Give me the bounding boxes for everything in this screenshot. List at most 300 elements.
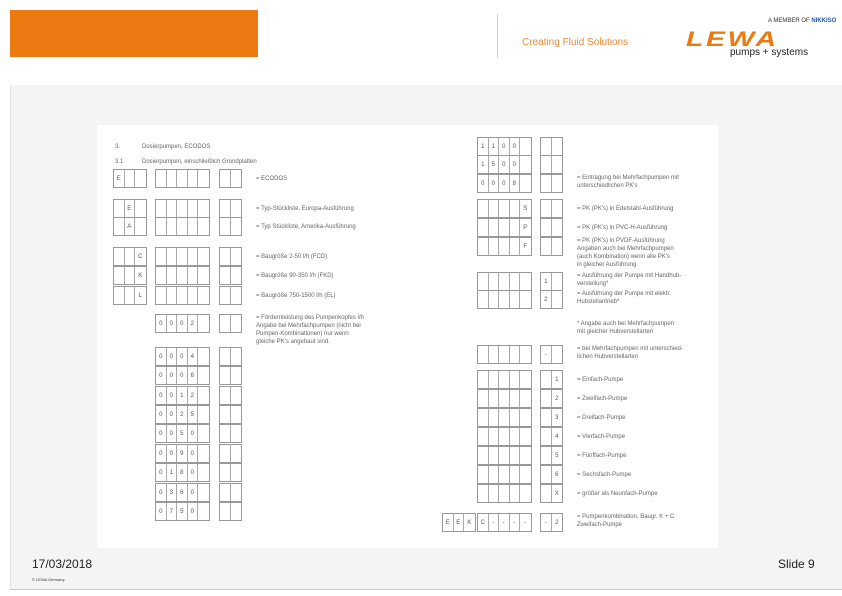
code-cell: 0 xyxy=(478,175,489,192)
code-description: * Angabe auch bei Mehrfachpumpen mit gleicher Hubverstellarten xyxy=(577,321,675,335)
code-cell: 4 xyxy=(555,433,559,440)
code-cell xyxy=(520,390,531,407)
code-cell xyxy=(231,367,242,384)
code-box-group xyxy=(540,370,563,389)
code-box-group xyxy=(155,266,210,285)
code-cell xyxy=(510,219,521,236)
code-cell xyxy=(478,291,489,308)
code-cell xyxy=(198,248,209,265)
code-cell xyxy=(499,371,510,388)
code-cell xyxy=(114,218,125,235)
code-cell xyxy=(231,200,242,217)
code-cell xyxy=(177,287,188,304)
code-box-group xyxy=(477,218,532,237)
code-cell: 5 xyxy=(489,156,500,173)
code-cell xyxy=(198,503,209,520)
code-cell: 0 xyxy=(156,406,167,423)
code-cell xyxy=(167,287,178,304)
code-cell xyxy=(135,218,146,235)
code-cell xyxy=(552,138,563,155)
code-cell: 1 xyxy=(489,138,500,155)
code-box-group xyxy=(219,502,242,521)
code-box-group xyxy=(155,247,210,266)
code-cell xyxy=(167,200,178,217)
code-box-group xyxy=(540,174,563,193)
code-cell: 8 xyxy=(510,175,521,192)
code-description: = Eintragung bei Mehrfachpumpen mit unterschiedlichen PK's xyxy=(577,175,679,189)
code-cell xyxy=(188,200,199,217)
code-cell: E xyxy=(114,170,125,187)
code-box-group xyxy=(540,199,563,218)
code-cell xyxy=(156,200,167,217)
code-cell: 9 xyxy=(177,445,188,462)
code-cell xyxy=(489,200,500,217)
subsection-title: Dosierpumpen, einschließlich Grundplatten xyxy=(142,159,257,165)
code-cell xyxy=(552,273,563,290)
code-cell xyxy=(489,466,500,483)
code-box-group xyxy=(219,247,242,266)
code-cell: K xyxy=(467,519,472,526)
code-cell xyxy=(231,425,242,442)
code-box-group xyxy=(477,427,532,446)
code-cell xyxy=(177,218,188,235)
code-cell xyxy=(478,409,489,426)
code-cell xyxy=(135,200,146,217)
code-cell xyxy=(478,390,489,407)
code-cell: 0 xyxy=(156,348,167,365)
code-cell: - xyxy=(524,519,527,526)
code-description: = Typ-Stückliste, Europa-Ausführung xyxy=(256,206,354,212)
member-label: A MEMBER OF xyxy=(768,18,810,24)
code-cell: 0 xyxy=(510,138,521,155)
code-cell xyxy=(499,390,510,407)
code-cell xyxy=(499,273,510,290)
code-cell xyxy=(198,200,209,217)
code-cell xyxy=(499,238,510,255)
code-cell xyxy=(220,218,231,235)
code-cell xyxy=(198,387,209,404)
code-box-group xyxy=(219,424,242,443)
code-box-group xyxy=(540,137,563,156)
code-cell xyxy=(125,170,136,187)
code-cell xyxy=(499,428,510,445)
code-cell xyxy=(177,267,188,284)
code-cell xyxy=(541,175,552,192)
code-cell xyxy=(520,485,531,502)
code-cell xyxy=(520,273,531,290)
code-cell xyxy=(489,409,500,426)
code-cell: 3 xyxy=(167,484,178,501)
code-cell xyxy=(231,406,242,423)
code-box-group xyxy=(155,463,210,482)
code-cell: E xyxy=(125,200,136,217)
code-description: = PK (PK's) in PVDF-Ausführung Angaben auch bei Mehrfachpumpen (auch Kombination) wenn alle PK's in gleicher Ausführung xyxy=(577,238,674,268)
code-box-group xyxy=(540,427,563,446)
code-box-group xyxy=(155,405,210,424)
code-cell xyxy=(188,267,199,284)
code-cell: 0 xyxy=(499,175,510,192)
code-description: = Fördernleistung des Pumpenkopfes l/h Angabe bei Mehrfachpumpen (nicht bei Pumpen-Kombinationen) nur wenn gleiche PK's angebaut sind. xyxy=(256,315,364,345)
code-cell xyxy=(114,248,125,265)
code-cell xyxy=(552,291,563,308)
code-cell: 0 xyxy=(167,387,178,404)
code-cell: 2 xyxy=(541,291,552,308)
code-description: = Vierfach-Pumpe xyxy=(577,434,626,440)
code-box-group xyxy=(477,345,532,364)
code-box-group xyxy=(540,446,563,465)
code-box-group xyxy=(442,513,476,532)
code-box-group xyxy=(155,386,210,405)
code-cell xyxy=(220,464,231,481)
code-cell xyxy=(552,200,563,217)
code-cell: 2 xyxy=(188,315,199,332)
code-description: = Baugröße 750-1500 l/h (EL) xyxy=(256,293,336,299)
code-cell xyxy=(167,267,178,284)
code-cell xyxy=(478,200,489,217)
code-cell xyxy=(188,287,199,304)
code-box-group xyxy=(477,174,532,193)
code-cell xyxy=(489,346,500,363)
code-box-group xyxy=(477,408,532,427)
code-box-group xyxy=(477,290,532,309)
code-cell xyxy=(489,219,500,236)
orange-banner xyxy=(10,10,258,57)
code-cell xyxy=(510,390,521,407)
code-cell: 1 xyxy=(541,273,552,290)
subsection-number: 3.1 xyxy=(115,159,124,165)
code-cell xyxy=(478,219,489,236)
code-cell xyxy=(478,238,489,255)
code-cell xyxy=(510,200,521,217)
code-cell xyxy=(520,428,531,445)
code-box-group xyxy=(219,199,242,218)
code-cell xyxy=(499,200,510,217)
code-cell xyxy=(188,218,199,235)
code-cell xyxy=(198,267,209,284)
code-cell xyxy=(220,445,231,462)
code-cell xyxy=(231,267,242,284)
code-cell xyxy=(125,267,136,284)
code-cell: A xyxy=(125,218,136,235)
code-cell xyxy=(220,267,231,284)
code-cell xyxy=(520,371,531,388)
code-description: = Typ Stückliste, Amerika-Ausführung xyxy=(256,224,356,230)
code-cell: 6 xyxy=(177,484,188,501)
code-box-group xyxy=(155,217,210,236)
code-cell xyxy=(198,348,209,365)
code-cell: - xyxy=(489,514,500,531)
code-cell xyxy=(114,200,125,217)
code-cell xyxy=(478,428,489,445)
code-cell xyxy=(220,425,231,442)
code-cell: 5 xyxy=(177,503,188,520)
code-cell xyxy=(198,218,209,235)
code-cell: 0 xyxy=(156,445,167,462)
code-cell xyxy=(541,156,552,173)
code-cell xyxy=(541,219,552,236)
code-box-group xyxy=(113,286,147,305)
code-box-group xyxy=(155,347,210,366)
code-cell: 0 xyxy=(499,138,510,155)
code-cell: 0 xyxy=(489,175,500,192)
code-cell xyxy=(478,485,489,502)
code-cell xyxy=(510,238,521,255)
code-cell xyxy=(231,484,242,501)
header-divider xyxy=(497,14,498,58)
section-title: Dosierpumpen, ECODOS xyxy=(142,144,211,150)
code-box-group xyxy=(477,137,532,156)
code-box-group xyxy=(219,463,242,482)
code-cell: 0 xyxy=(510,156,521,173)
code-cell: C xyxy=(138,253,143,260)
code-cell xyxy=(177,170,188,187)
code-description: = Ausführung der Pumpe mit Handhub- verstellung* xyxy=(577,273,682,287)
code-cell xyxy=(198,367,209,384)
code-cell: 0 xyxy=(167,348,178,365)
code-cell: - xyxy=(510,514,521,531)
code-box-group xyxy=(113,247,147,266)
code-cell xyxy=(499,291,510,308)
scanned-document xyxy=(97,125,718,548)
code-cell: 0 xyxy=(499,156,510,173)
code-cell xyxy=(478,371,489,388)
code-box-group xyxy=(477,465,532,484)
code-cell xyxy=(510,291,521,308)
code-cell xyxy=(489,371,500,388)
code-cell xyxy=(520,466,531,483)
code-cell xyxy=(167,248,178,265)
code-box-group xyxy=(540,155,563,174)
code-cell xyxy=(220,367,231,384)
code-cell xyxy=(499,219,510,236)
code-cell xyxy=(188,248,199,265)
code-box-group xyxy=(155,314,210,333)
code-cell xyxy=(552,175,563,192)
code-cell xyxy=(156,170,167,187)
code-cell xyxy=(541,200,552,217)
code-cell xyxy=(541,138,552,155)
code-box-group xyxy=(219,266,242,285)
code-cell xyxy=(220,484,231,501)
code-cell: 0 xyxy=(156,503,167,520)
code-description: = Einfach-Pumpe xyxy=(577,377,624,383)
code-description: = Ausführung der Pumpe mit elektr. Hubstellantrieb* xyxy=(577,291,671,305)
code-cell xyxy=(220,170,231,187)
code-cell xyxy=(510,428,521,445)
code-cell: E xyxy=(454,514,465,531)
code-description: = ECODOS xyxy=(256,176,288,182)
code-cell xyxy=(541,390,552,407)
code-cell xyxy=(520,447,531,464)
code-cell xyxy=(499,447,510,464)
code-cell xyxy=(231,387,242,404)
code-box-group xyxy=(219,347,242,366)
code-cell xyxy=(198,425,209,442)
code-box-group xyxy=(540,272,563,291)
code-cell: 0 xyxy=(167,315,178,332)
code-cell xyxy=(552,156,563,173)
code-cell: S xyxy=(523,205,528,212)
member-of xyxy=(768,18,836,24)
code-cell xyxy=(198,445,209,462)
code-cell xyxy=(156,287,167,304)
code-cell: 1 xyxy=(167,464,178,481)
code-box-group xyxy=(113,169,147,188)
code-cell xyxy=(231,315,242,332)
code-cell xyxy=(167,218,178,235)
code-box-group xyxy=(155,199,210,218)
code-box-group xyxy=(477,155,532,174)
tagline: Creating Fluid Solutions xyxy=(522,37,629,48)
code-box-group xyxy=(477,272,532,291)
code-cell: 1 xyxy=(478,156,489,173)
code-cell xyxy=(552,238,563,255)
code-cell: 0 xyxy=(188,425,199,442)
code-cell: 0 xyxy=(188,503,199,520)
code-cell: L xyxy=(138,292,142,299)
code-cell xyxy=(167,170,178,187)
code-box-group xyxy=(219,366,242,385)
code-box-group xyxy=(155,502,210,521)
code-cell: 0 xyxy=(177,348,188,365)
code-cell xyxy=(489,390,500,407)
code-cell: E xyxy=(443,514,454,531)
code-cell xyxy=(520,291,531,308)
code-cell xyxy=(114,287,125,304)
code-box-group xyxy=(155,169,210,188)
code-cell xyxy=(220,248,231,265)
code-description: = Zweifach-Pumpe xyxy=(577,396,628,402)
code-cell: 2 xyxy=(555,395,559,402)
code-cell: 1 xyxy=(555,376,559,383)
code-cell: 0 xyxy=(156,315,167,332)
code-description: = Pumpenkombination, Baugr. K + C Zweifach-Pumpe xyxy=(577,514,675,528)
code-box-group xyxy=(477,389,532,408)
code-cell xyxy=(520,409,531,426)
code-cell xyxy=(552,219,563,236)
code-cell xyxy=(198,484,209,501)
lewa-logo: LEWA xyxy=(686,28,779,51)
code-description: = PK (PK's) in Edelstahl-Ausführung xyxy=(577,206,674,212)
code-cell xyxy=(541,428,552,445)
code-cell: 6 xyxy=(188,367,199,384)
code-cell xyxy=(478,273,489,290)
code-box-group xyxy=(477,513,532,532)
code-cell xyxy=(510,273,521,290)
code-cell: 0 xyxy=(167,445,178,462)
code-box-group xyxy=(219,217,242,236)
code-description: = größer als Neunfach-Pumpe xyxy=(577,491,658,497)
code-cell xyxy=(478,466,489,483)
code-cell: 8 xyxy=(177,464,188,481)
code-cell xyxy=(231,445,242,462)
code-cell xyxy=(220,200,231,217)
code-cell: 4 xyxy=(188,348,199,365)
code-box-group xyxy=(155,424,210,443)
code-cell: 0 xyxy=(156,464,167,481)
code-box-group xyxy=(540,290,563,309)
code-cell xyxy=(156,248,167,265)
code-cell: 3 xyxy=(555,414,559,421)
code-box-group xyxy=(477,484,532,503)
code-box-group xyxy=(540,389,563,408)
code-box-group xyxy=(540,465,563,484)
code-cell: 0 xyxy=(156,387,167,404)
code-cell xyxy=(541,447,552,464)
code-box-group xyxy=(477,446,532,465)
code-box-group xyxy=(540,218,563,237)
code-cell xyxy=(520,138,531,155)
code-cell: 0 xyxy=(188,464,199,481)
code-cell xyxy=(510,485,521,502)
code-cell xyxy=(510,409,521,426)
section-number: 3. xyxy=(115,144,121,150)
code-cell: 0 xyxy=(167,425,178,442)
code-box-group xyxy=(155,483,210,502)
code-cell xyxy=(198,406,209,423)
code-cell xyxy=(125,248,136,265)
code-box-group xyxy=(113,266,147,285)
code-cell: K xyxy=(138,272,143,279)
code-description: = Dreifach-Pumpe xyxy=(577,415,626,421)
code-cell xyxy=(478,346,489,363)
code-cell xyxy=(198,464,209,481)
code-box-group xyxy=(477,199,532,218)
code-cell xyxy=(177,200,188,217)
member-brand: NIKKISO xyxy=(811,18,837,24)
code-cell: 0 xyxy=(177,315,188,332)
code-cell xyxy=(220,348,231,365)
code-cell xyxy=(499,409,510,426)
code-cell: - xyxy=(541,346,552,363)
code-cell: 2 xyxy=(188,387,199,404)
code-cell xyxy=(489,428,500,445)
code-box-group xyxy=(540,237,563,256)
code-cell xyxy=(125,287,136,304)
code-cell xyxy=(489,485,500,502)
code-cell xyxy=(478,447,489,464)
code-cell: 1 xyxy=(177,387,188,404)
footer-date: 17/03/2018 xyxy=(32,557,93,571)
code-description: = bei Mehrfachpumpen mit unterschied- lichen Hubverstellarten xyxy=(577,346,683,360)
code-box-group xyxy=(540,408,563,427)
code-box-group xyxy=(219,286,242,305)
code-cell xyxy=(489,291,500,308)
code-box-group xyxy=(155,286,210,305)
code-cell xyxy=(231,287,242,304)
code-cell xyxy=(541,466,552,483)
code-cell xyxy=(510,466,521,483)
code-cell xyxy=(220,406,231,423)
code-description: = Baugröße 90-350 l/h (FKD) xyxy=(256,273,334,279)
footer-copyright: © LEWA Germany xyxy=(32,577,65,582)
code-cell xyxy=(114,267,125,284)
code-cell: - xyxy=(541,514,552,531)
slide-number: Slide 9 xyxy=(778,557,815,571)
code-cell: 7 xyxy=(167,503,178,520)
code-cell xyxy=(231,170,242,187)
code-cell: 2 xyxy=(177,406,188,423)
code-cell xyxy=(177,248,188,265)
code-description: = Baugröße 2-50 l/h (FCD) xyxy=(256,254,328,260)
code-description: = PK (PK's) in PVC-H-Ausführung xyxy=(577,225,668,231)
code-cell: 0 xyxy=(188,484,199,501)
code-cell xyxy=(541,238,552,255)
code-cell xyxy=(510,346,521,363)
code-box-group xyxy=(155,366,210,385)
code-cell xyxy=(520,175,531,192)
code-box-group xyxy=(219,444,242,463)
